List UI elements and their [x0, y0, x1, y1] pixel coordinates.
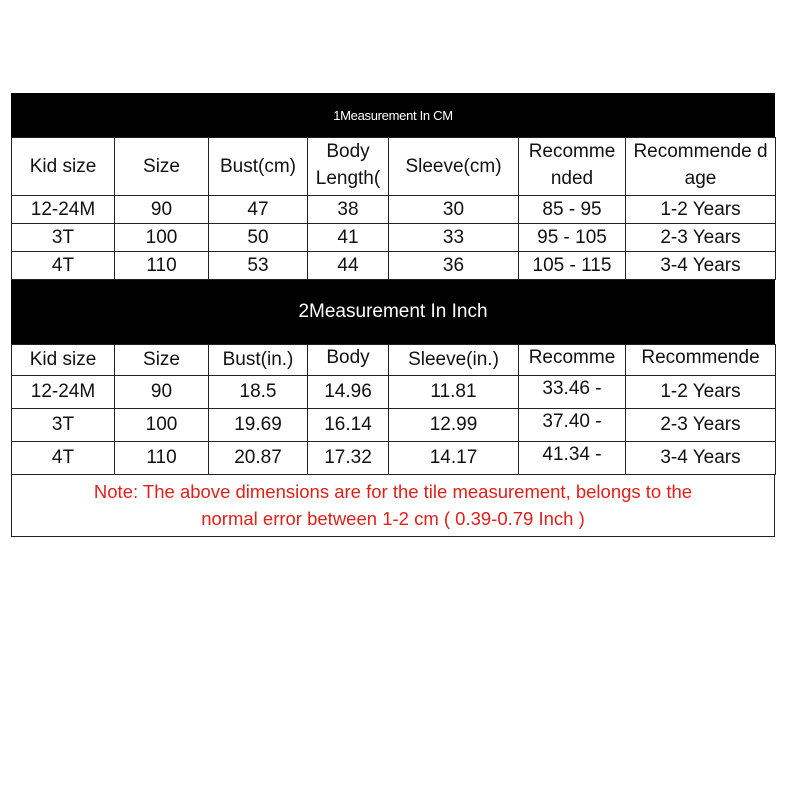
cell-age: 1-2 Years — [626, 376, 776, 409]
cell-size: 100 — [115, 224, 209, 252]
cell-age: 1-2 Years — [626, 196, 776, 224]
cell-sleeve: 36 — [389, 252, 519, 280]
cell-bust: 19.69 — [209, 409, 308, 442]
inch-header-row — [12, 345, 776, 376]
header-kid-size: Kid size — [12, 138, 115, 196]
table-row — [12, 376, 776, 409]
cell-sleeve: 30 — [389, 196, 519, 224]
cell-height: 85 - 95 — [519, 196, 626, 224]
measurement-note — [11, 475, 775, 537]
header-recommended-age: Recommende — [626, 345, 776, 376]
header-recommended-height: Recomme — [519, 345, 626, 376]
cell-body-length: 41 — [308, 224, 389, 252]
cell-age: 2-3 Years — [626, 224, 776, 252]
cell-bust: 47 — [209, 196, 308, 224]
cell-sleeve: 12.99 — [389, 409, 519, 442]
cell-age: 3-4 Years — [626, 252, 776, 280]
header-recommended-age: Recommende d age — [626, 138, 776, 196]
cell-body-length: 38 — [308, 196, 389, 224]
header-body-length: Body Length( — [308, 138, 389, 196]
header-kid-size: Kid size — [12, 345, 115, 376]
cm-header-row — [12, 138, 776, 196]
header-recommended-height: Recomme nded — [519, 138, 626, 196]
cell-kid-size: 3T — [12, 224, 115, 252]
header-body-length: Body — [308, 345, 389, 376]
cell-bust: 20.87 — [209, 442, 308, 475]
cell-sleeve: 33 — [389, 224, 519, 252]
inch-table-title: 2Measurement In Inch — [11, 280, 775, 344]
cell-bust: 53 — [209, 252, 308, 280]
cell-height: 41.34 - — [519, 442, 626, 475]
cell-kid-size: 4T — [12, 252, 115, 280]
cell-height: 95 - 105 — [519, 224, 626, 252]
header-size: Size — [115, 138, 209, 196]
header-bust: Bust(in.) — [209, 345, 308, 376]
cell-bust: 18.5 — [209, 376, 308, 409]
cell-kid-size: 4T — [12, 442, 115, 475]
table-row — [12, 224, 776, 252]
table-row — [12, 409, 776, 442]
cell-size: 90 — [115, 196, 209, 224]
size-chart — [11, 93, 775, 537]
cm-table-title: 1Measurement In CM — [11, 93, 775, 137]
cell-height: 33.46 - — [519, 376, 626, 409]
cell-body-length: 17.32 — [308, 442, 389, 475]
cell-size: 110 — [115, 442, 209, 475]
inch-size-table — [11, 344, 776, 475]
table-row — [12, 442, 776, 475]
header-sleeve: Sleeve(in.) — [389, 345, 519, 376]
cell-height: 105 - 115 — [519, 252, 626, 280]
cell-sleeve: 14.17 — [389, 442, 519, 475]
note-line-2: normal error between 1-2 cm ( 0.39-0.79 Inch ) — [201, 508, 585, 529]
cell-height: 37.40 - — [519, 409, 626, 442]
cell-size: 90 — [115, 376, 209, 409]
cell-age: 3-4 Years — [626, 442, 776, 475]
cell-age: 2-3 Years — [626, 409, 776, 442]
cell-body-length: 16.14 — [308, 409, 389, 442]
cell-body-length: 44 — [308, 252, 389, 280]
cell-size: 110 — [115, 252, 209, 280]
cell-kid-size: 3T — [12, 409, 115, 442]
table-row — [12, 196, 776, 224]
header-bust: Bust(cm) — [209, 138, 308, 196]
cm-size-table — [11, 137, 776, 280]
cell-kid-size: 12-24M — [12, 376, 115, 409]
cell-kid-size: 12-24M — [12, 196, 115, 224]
header-size: Size — [115, 345, 209, 376]
cell-bust: 50 — [209, 224, 308, 252]
table-row — [12, 252, 776, 280]
cell-size: 100 — [115, 409, 209, 442]
note-line-1: Note: The above dimensions are for the tile measurement, belongs to the — [93, 481, 693, 502]
header-sleeve: Sleeve(cm) — [389, 138, 519, 196]
cell-body-length: 14.96 — [308, 376, 389, 409]
cell-sleeve: 11.81 — [389, 376, 519, 409]
